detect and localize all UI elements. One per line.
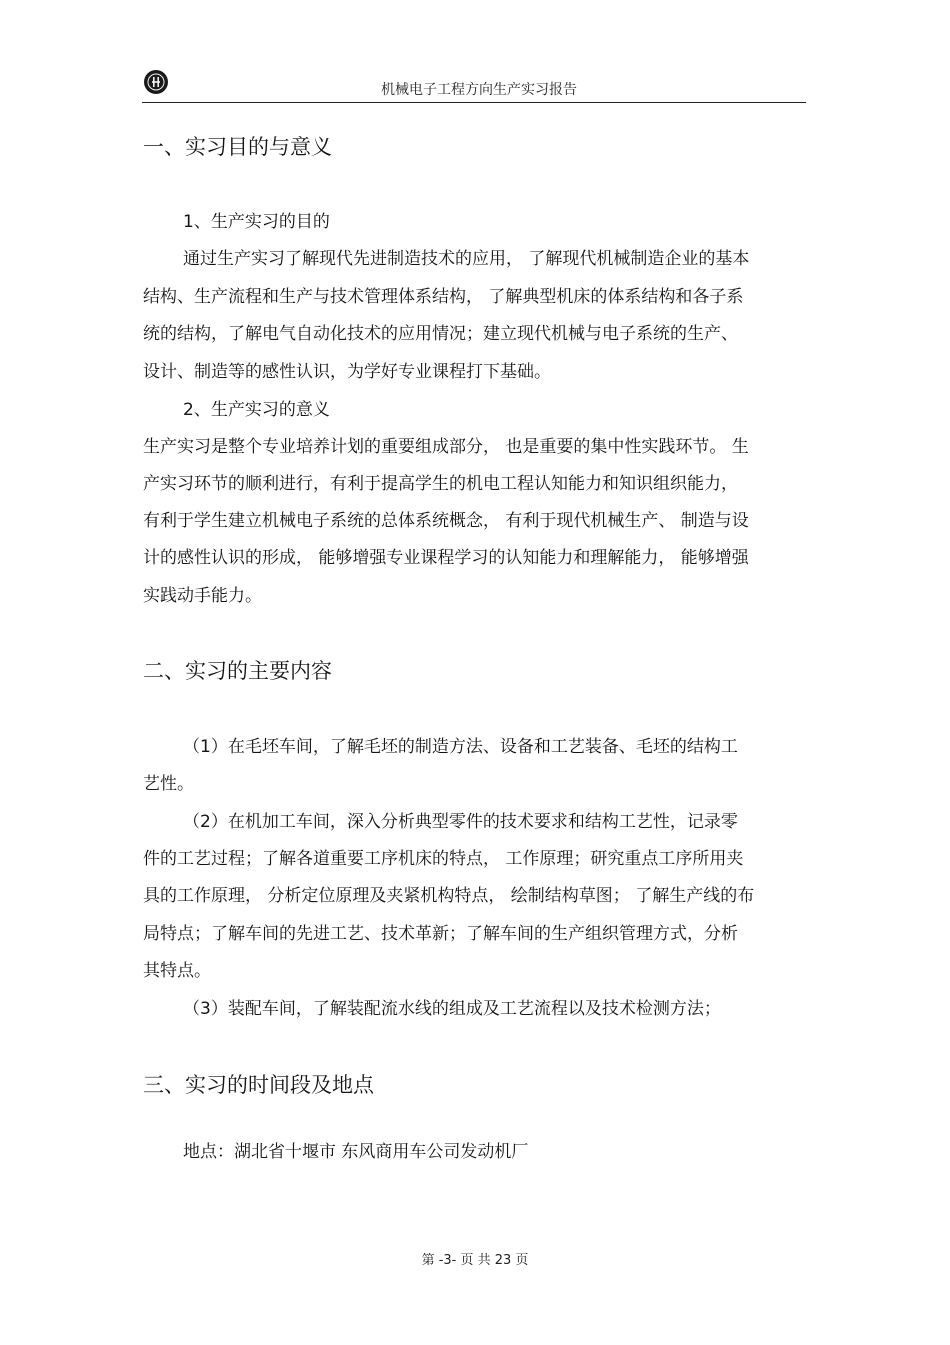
list-item-line: （1）在毛坯车间，了解毛坯的制造方法、设备和工艺装备、毛坯的结构工 (183, 737, 738, 757)
paragraph-line: 统的结构，了解电气自动化技术的应用情况；建立现代机械与电子系统的生产、 (143, 324, 738, 344)
subsection-title-significance: 2、生产实习的意义 (183, 400, 330, 420)
paragraph-line: 结构、生产流程和生产与技术管理体系结构， 了解典型机床的体系结构和各子系 (143, 287, 744, 307)
list-item-line: （2）在机加工车间，深入分析典型零件的技术要求和结构工艺性，记录零 (183, 812, 738, 832)
paragraph-line: 通过生产实习了解现代先进制造技术的应用， 了解现代机械制造企业的基本 (183, 249, 750, 269)
paragraph-line: 设计、制造等的感性认识，为学好专业课程打下基础。 (143, 362, 551, 382)
header-title: 机械电子工程方向生产实习报告 (381, 82, 577, 98)
page-header (142, 66, 806, 103)
list-item-line: 其特点。 (143, 961, 211, 981)
paragraph-line: 有利于学生建立机械电子系统的总体系统概念， 有利于现代机械生产、 制造与设 (143, 511, 749, 531)
list-item-line: 局特点；了解车间的先进工艺、技术革新；了解车间的生产组织管理方式，分析 (143, 924, 738, 944)
paragraph-line: 计的感性认识的形成， 能够增强专业课程学习的认知能力和理解能力， 能够增强 (143, 548, 749, 568)
list-item-line: （3）装配车间，了解装配流水线的组成及工艺流程以及技术检测方法； (183, 999, 721, 1019)
list-item-line: 具的工作原理， 分析定位原理及夹紧机构特点， 绘制结构草图； 了解生产线的布 (143, 886, 755, 906)
section-heading-purpose: 一、实习目的与意义 (143, 135, 332, 159)
paragraph-line: 生产实习是整个专业培养计划的重要组成部分， 也是重要的集中性实践环节。 生 (143, 437, 749, 457)
location-text: 地点：湖北省十堰市 东风商用车公司发动机厂 (183, 1142, 529, 1162)
paragraph-line: 产实习环节的顺利进行，有利于提高学生的机电工程认知能力和知识组织能力， (143, 474, 738, 494)
paragraph-line: 实践动手能力。 (143, 586, 262, 606)
list-item-line: 件的工艺过程；了解各道重要工序机床的特点， 工作原理；研究重点工序所用夹 (143, 849, 744, 869)
section-heading-time-location: 三、实习的时间段及地点 (143, 1073, 374, 1097)
list-item-line: 艺性。 (143, 774, 194, 794)
subsection-title-purpose: 1、生产实习的目的 (183, 212, 330, 232)
page-number-footer: 第 -3- 页 共 23 页 (421, 1253, 529, 1268)
section-heading-content: 二、实习的主要内容 (143, 659, 332, 683)
